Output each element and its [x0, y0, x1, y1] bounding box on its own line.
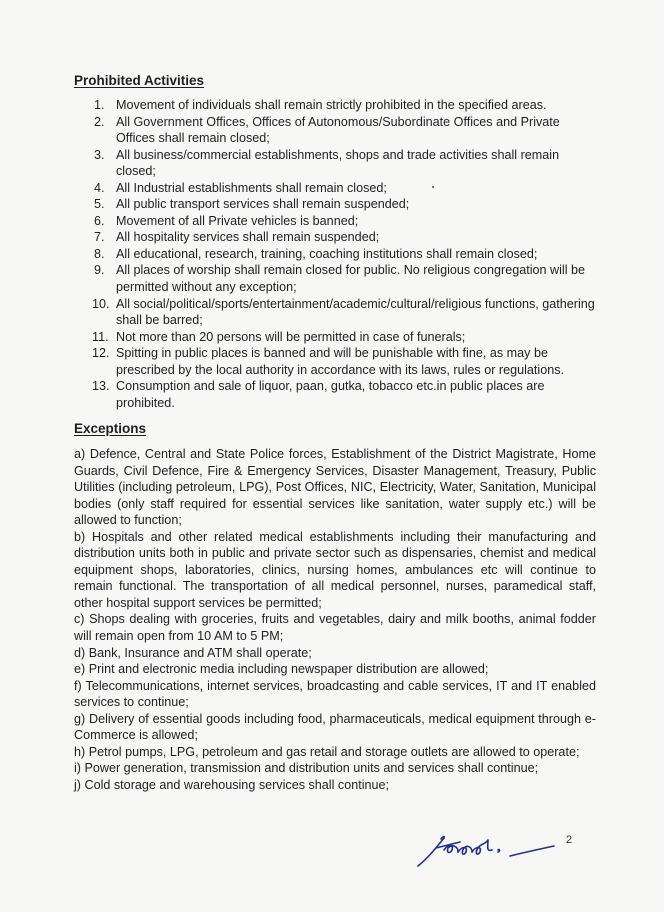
list-item-number: 11. — [92, 329, 109, 344]
list-item — [0, 196, 596, 213]
list-item — [0, 246, 596, 263]
list-item-number: 8. — [94, 246, 105, 261]
list-item — [0, 229, 596, 246]
list-item-text: All social/political/sports/entertainment/academic/cultural/religious functions, gathering shall be barred; — [116, 296, 595, 328]
list-item-text: Consumption and sale of liquor, paan, gutka, tobacco etc.in public places are prohibited. — [116, 379, 545, 410]
list-item-number: 13. — [92, 379, 110, 394]
list-item-number: 6. — [94, 213, 105, 228]
list-item — [0, 329, 596, 346]
exception-item: c) Shops dealing with groceries, fruits and vegetables, dairy and milk booths, animal fodder will remain open from 10 AM to 5 PM; — [74, 612, 596, 644]
exception-item: i) Power generation, transmission and distribution units and services shall continue; — [74, 761, 539, 776]
page-number: 2 — [566, 834, 573, 846]
list-item — [0, 97, 596, 114]
exception-item: b) Hospitals and other related medical establishments including their manufacturing and distribution units both in public and private sector such as dispensaries, chemist and medical equipment shops, laboratories, clinics, nursing homes, ambulances etc will continue to remain functional. The transportation of all medical personnel, nurses, paramedical staff, other hospital support services be permitted; — [74, 529, 596, 610]
list-item-text: Movement of all Private vehicles is banned; — [116, 213, 359, 228]
exception-item: e) Print and electronic media including newspaper distribution are allowed; — [74, 662, 489, 677]
list-item-text: All places of worship shall remain closed for public. No religious congregation will be permitted without any exception; — [116, 263, 586, 295]
list-item — [0, 296, 596, 329]
list-item-text: Spitting in public places is banned and will be punishable with fine, as may be prescribed by the local authority in accordance with its laws, rules or regulations. — [116, 346, 564, 377]
list-item-text: All public transport services shall remain suspended; — [116, 197, 410, 212]
list-item-text: Movement of individuals shall remain strictly prohibited in the specified areas. — [116, 98, 547, 112]
list-item — [0, 213, 596, 230]
list-item-number: 2. — [94, 114, 105, 129]
list-item-text: All hospitality services shall remain suspended; — [116, 230, 380, 245]
list-item — [0, 114, 596, 147]
list-item-text: All educational, research, training, coaching institutions shall remain closed; — [116, 246, 538, 261]
list-item-text: All Government Offices, Offices of Autonomous/Subordinate Offices and Private Offices shall remain closed; — [116, 114, 560, 146]
exceptions-heading: Exceptions — [74, 421, 147, 436]
prohibited-activities-heading: Prohibited Activities — [74, 73, 205, 88]
list-item-number: 5. — [94, 197, 105, 212]
scan-speck — [432, 186, 434, 188]
list-item — [0, 180, 596, 197]
list-item-number: 10. — [92, 296, 110, 311]
list-item-number: 4. — [94, 180, 105, 195]
exception-item: a) Defence, Central and State Police forces, Establishment of the District Magistrate, Home Guards, Civil Defence, Fire & Emergency Services, Disaster Management, Treasury, Public Utilities (including petroleum, LPG), Post Offices, NIC, Electricity, Water, Sanitation, Municipal bodies (only staff required for essential services like sanitation, water supply etc.) will be allowed to function; — [74, 447, 596, 528]
exception-item: j) Cold storage and warehousing services shall continue; — [74, 777, 390, 792]
list-item-number: 9. — [94, 263, 105, 278]
exceptions-list — [74, 446, 596, 793]
exception-item: d) Bank, Insurance and ATM shall operate; — [74, 645, 312, 660]
list-item-text: All Industrial establishments shall remain closed; — [116, 180, 387, 195]
list-item-number: 12. — [92, 346, 110, 361]
handwritten-signature — [414, 826, 564, 870]
prohibited-activities-list — [0, 97, 664, 411]
list-item — [0, 345, 596, 378]
list-item-text: Not more than 20 persons will be permitted in case of funerals; — [116, 329, 466, 344]
list-item-number: 1. — [94, 98, 105, 112]
list-item-text: All business/commercial establishments, shops and trade activities shall remain closed; — [116, 147, 560, 179]
exception-item: f) Telecommunications, internet services, broadcasting and cable services, IT and IT enabled services to continue; — [74, 678, 596, 710]
list-item-number: 7. — [94, 230, 105, 245]
list-item — [0, 262, 596, 295]
list-item — [0, 378, 596, 411]
list-item-number: 3. — [94, 147, 105, 162]
list-item — [0, 147, 596, 180]
exception-item: h) Petrol pumps, LPG, petroleum and gas retail and storage outlets are allowed to operate; — [74, 744, 580, 759]
exception-item: g) Delivery of essential goods including food, pharmaceuticals, medical equipment through e-Commerce is allowed; — [74, 711, 596, 743]
